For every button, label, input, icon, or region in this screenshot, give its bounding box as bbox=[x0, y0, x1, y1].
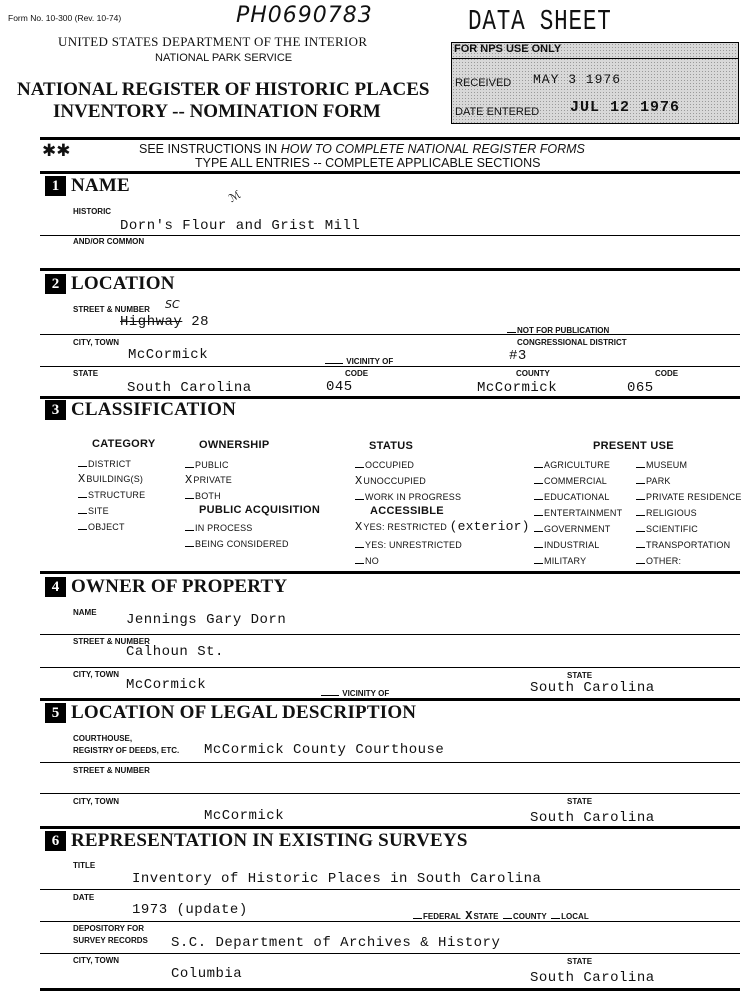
owner-name-value: Jennings Gary Dorn bbox=[126, 612, 287, 628]
row-rule bbox=[40, 235, 740, 236]
owner-name-label: NAME bbox=[73, 608, 97, 617]
acquisition-option: IN PROCESS bbox=[185, 522, 253, 533]
section-title-name: NAME bbox=[71, 175, 130, 196]
margin-mark: ✱✱ bbox=[42, 141, 71, 161]
present-use-option: PARK bbox=[636, 475, 671, 486]
owner-city-value: McCormick bbox=[126, 677, 207, 693]
section-number: 2 bbox=[45, 274, 66, 294]
category-option-checked: XBUILDING(S) bbox=[78, 472, 144, 486]
legal-state-label: STATE bbox=[567, 797, 593, 806]
department-name: UNITED STATES DEPARTMENT OF THE INTERIOR bbox=[58, 34, 368, 49]
survey-city-label: CITY, TOWN bbox=[73, 956, 120, 965]
status-option-checked: XUNOCCUPIED bbox=[355, 474, 426, 488]
section-title-location: LOCATION bbox=[71, 273, 175, 294]
handwritten-scribble: ℳ bbox=[226, 187, 244, 206]
congressional-label: CONGRESSIONAL DISTRICT bbox=[517, 338, 627, 347]
legal-city-label: CITY, TOWN bbox=[73, 797, 120, 806]
accessible-option: NO bbox=[355, 555, 379, 566]
owner-street-label: STREET & NUMBER bbox=[73, 637, 150, 646]
section-title-owner: OWNER OF PROPERTY bbox=[71, 576, 288, 597]
entered-date: JUL 12 1976 bbox=[570, 99, 681, 116]
ownership-heading: OWNERSHIP bbox=[199, 439, 270, 451]
survey-title-value: Inventory of Historic Places in South Carolina bbox=[132, 871, 542, 887]
nps-divider bbox=[451, 58, 739, 59]
present-use-option: COMMERCIAL bbox=[534, 475, 607, 486]
section-title-legal: LOCATION OF LEGAL DESCRIPTION bbox=[71, 702, 417, 723]
section-number: 5 bbox=[45, 703, 66, 723]
instructions-line2: TYPE ALL ENTRIES -- COMPLETE APPLICABLE SECTIONS bbox=[195, 156, 541, 170]
present-use-option: RELIGIOUS bbox=[636, 507, 697, 518]
county-label: COUNTY bbox=[516, 369, 550, 378]
survey-state-label: STATE bbox=[567, 957, 593, 966]
status-option: OCCUPIED bbox=[355, 459, 414, 470]
owner-city-label: CITY, TOWN bbox=[73, 670, 120, 679]
category-heading: CATEGORY bbox=[92, 438, 156, 450]
city-town-label: CITY, TOWN bbox=[73, 338, 120, 347]
survey-title-label: TITLE bbox=[73, 861, 96, 870]
owner-state-value: South Carolina bbox=[530, 680, 655, 696]
survey-state-value: South Carolina bbox=[530, 970, 655, 986]
present-use-option: MILITARY bbox=[534, 555, 586, 566]
status-option: WORK IN PROGRESS bbox=[355, 491, 461, 502]
section4-top-rule bbox=[40, 571, 740, 574]
form-title-line2: INVENTORY -- NOMINATION FORM bbox=[53, 101, 381, 122]
section6-top-rule bbox=[40, 826, 740, 829]
form-title-line1: NATIONAL REGISTER OF HISTORIC PLACES bbox=[17, 79, 430, 100]
not-for-publication-label: NOT FOR PUBLICATION bbox=[507, 324, 609, 335]
survey-level-options: FEDERAL XSTATE COUNTY LOCAL bbox=[413, 909, 589, 923]
status-heading: STATUS bbox=[369, 440, 414, 452]
ownership-option: BOTH bbox=[185, 490, 221, 501]
row-rule bbox=[40, 762, 740, 763]
common-label: AND/OR COMMON bbox=[73, 237, 145, 246]
nps-use-label: FOR NPS USE ONLY bbox=[454, 43, 562, 55]
category-option: SITE bbox=[78, 505, 109, 516]
section-title-surveys: REPRESENTATION IN EXISTING SURVEYS bbox=[71, 830, 468, 851]
present-use-option: EDUCATIONAL bbox=[534, 491, 610, 502]
legal-street-label: STREET & NUMBER bbox=[73, 766, 150, 775]
legal-city-value: McCormick bbox=[204, 808, 285, 824]
code-label: CODE bbox=[345, 369, 369, 378]
acquisition-option: BEING CONSIDERED bbox=[185, 538, 289, 549]
congressional-value: #3 bbox=[509, 348, 527, 364]
state-label: STATE bbox=[73, 369, 99, 378]
depository-label-2: SURVEY RECORDS bbox=[73, 936, 148, 945]
handwritten-id: PH0690783 bbox=[236, 3, 373, 28]
present-use-option: INDUSTRIAL bbox=[534, 539, 600, 550]
section2-top-rule bbox=[40, 268, 740, 271]
section-title-classification: CLASSIFICATION bbox=[71, 399, 237, 420]
data-sheet-title: DATA SHEET bbox=[468, 5, 612, 38]
received-label: RECEIVED bbox=[455, 77, 512, 89]
present-use-heading: PRESENT USE bbox=[593, 440, 674, 452]
row-rule bbox=[40, 334, 740, 335]
present-use-option: OTHER: bbox=[636, 555, 681, 566]
survey-date-label: DATE bbox=[73, 893, 95, 902]
accessible-option: YES: UNRESTRICTED bbox=[355, 539, 462, 550]
section-number: 1 bbox=[45, 176, 66, 196]
present-use-option: GOVERNMENT bbox=[534, 523, 611, 534]
courthouse-value: McCormick County Courthouse bbox=[204, 742, 445, 758]
present-use-option: AGRICULTURE bbox=[534, 459, 610, 470]
section5-top-rule bbox=[40, 698, 740, 701]
survey-city-value: Columbia bbox=[171, 966, 243, 982]
row-rule bbox=[40, 793, 740, 794]
present-use-option: TRANSPORTATION bbox=[636, 539, 730, 550]
county-code-value: 065 bbox=[627, 380, 654, 396]
depository-value: S.C. Department of Archives & History bbox=[171, 935, 501, 951]
present-use-option: PRIVATE RESIDENCE bbox=[636, 491, 742, 502]
present-use-option: MUSEUM bbox=[636, 459, 687, 470]
ownership-option: PUBLIC bbox=[185, 459, 229, 470]
county-code-label: CODE bbox=[655, 369, 679, 378]
county-value: McCormick bbox=[477, 380, 558, 396]
street-handwritten-note: SC bbox=[165, 298, 180, 311]
street-number-label: STREET & NUMBER bbox=[73, 305, 150, 314]
present-use-option: SCIENTIFIC bbox=[636, 523, 698, 534]
category-option: STRUCTURE bbox=[78, 489, 145, 500]
row-rule bbox=[40, 921, 740, 922]
state-value: South Carolina bbox=[127, 380, 252, 396]
historic-name-value: Dorn's Flour and Grist Mill bbox=[120, 218, 361, 234]
received-date: MAY 3 1976 bbox=[533, 72, 622, 87]
row-rule bbox=[40, 634, 740, 635]
courthouse-label: COURTHOUSE, bbox=[73, 734, 133, 743]
instructions-line1: SEE INSTRUCTIONS IN HOW TO COMPLETE NATIONAL REGISTER FORMS bbox=[139, 142, 585, 156]
owner-vicinity-label: VICINITY OF bbox=[321, 687, 389, 698]
row-rule bbox=[40, 953, 740, 954]
vicinity-label: VICINITY OF bbox=[325, 355, 393, 366]
registry-label: REGISTRY OF DEEDS, ETC. bbox=[73, 746, 180, 755]
category-option: DISTRICT bbox=[78, 458, 131, 469]
ownership-option-checked: XPRIVATE bbox=[185, 473, 232, 487]
legal-state-value: South Carolina bbox=[530, 810, 655, 826]
section-number: 6 bbox=[45, 831, 66, 851]
accessible-heading: ACCESSIBLE bbox=[370, 505, 444, 517]
row-rule bbox=[40, 667, 740, 668]
state-code-value: 045 bbox=[326, 379, 353, 395]
section-number: 3 bbox=[45, 400, 66, 420]
public-acquisition-heading: PUBLIC ACQUISITION bbox=[199, 504, 321, 516]
bottom-rule bbox=[40, 988, 740, 991]
service-name: NATIONAL PARK SERVICE bbox=[155, 52, 293, 64]
present-use-option: ENTERTAINMENT bbox=[534, 507, 622, 518]
row-rule bbox=[40, 889, 740, 890]
row-rule bbox=[40, 366, 740, 367]
street-value: Highway 28 bbox=[120, 314, 210, 330]
survey-date-value: 1973 (update) bbox=[132, 902, 248, 918]
owner-street-value: Calhoun St. bbox=[126, 644, 224, 660]
owner-state-label: STATE bbox=[567, 671, 593, 680]
historic-label: HISTORIC bbox=[73, 207, 112, 216]
depository-label-1: DEPOSITORY FOR bbox=[73, 924, 144, 933]
section1-top-rule bbox=[40, 171, 740, 174]
city-value: McCormick bbox=[128, 347, 209, 363]
accessible-option-checked: XYES: RESTRICTED (exterior) bbox=[355, 519, 530, 534]
category-option: OBJECT bbox=[78, 521, 125, 532]
section-number: 4 bbox=[45, 577, 66, 597]
entered-label: DATE ENTERED bbox=[455, 106, 540, 118]
instructions-top-rule bbox=[40, 137, 740, 140]
form-number: Form No. 10-300 (Rev. 10-74) bbox=[8, 13, 122, 23]
